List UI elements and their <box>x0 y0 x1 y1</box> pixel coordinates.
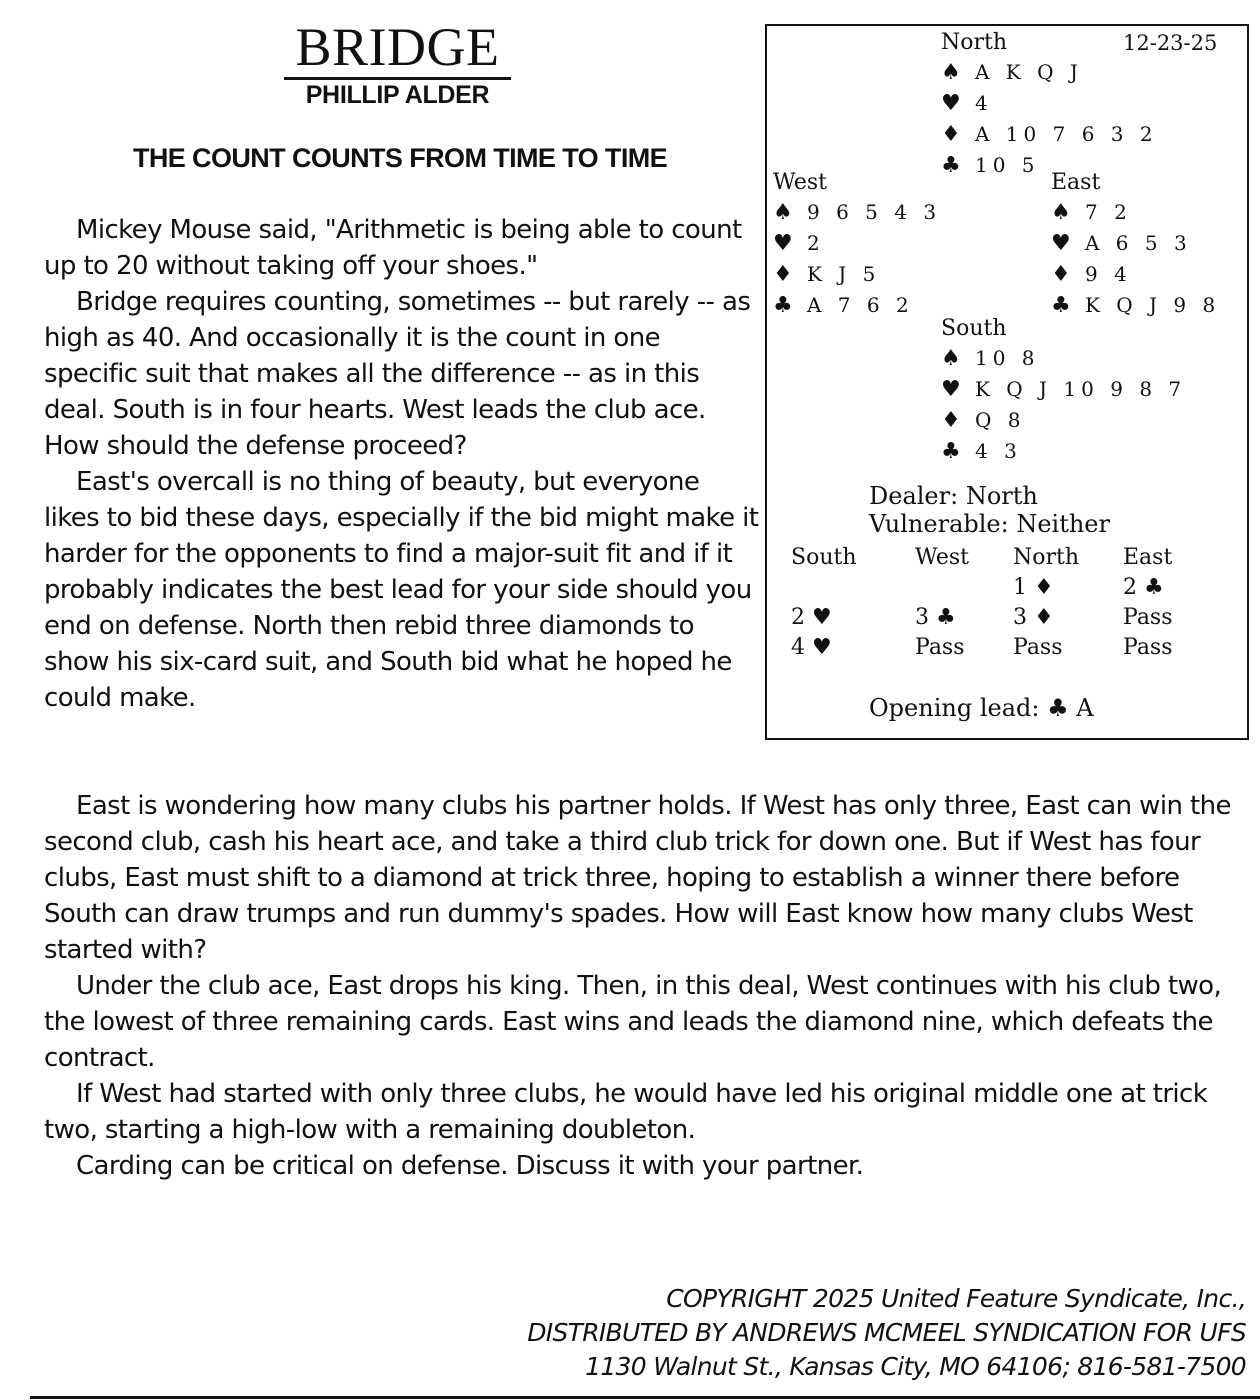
north-spades: ♠ A K Q J <box>941 57 1158 88</box>
east-clubs: ♣ K Q J 9 8 <box>1051 290 1220 321</box>
south-hearts: ♥ K Q J 10 9 8 7 <box>941 374 1186 405</box>
heart-icon: ♥ <box>1051 231 1071 256</box>
club-icon: ♣ <box>773 293 793 318</box>
full-width-text <box>44 788 1254 1184</box>
auction-bid: 4 ♥ <box>791 634 832 660</box>
club-icon: ♣ <box>941 153 961 178</box>
auction-header: South <box>791 544 857 570</box>
south-hand <box>941 314 1186 467</box>
article-headline: THE COUNT COUNTS FROM TIME TO TIME <box>132 143 668 173</box>
auction-bid: Pass <box>915 634 965 660</box>
spade-icon: ♠ <box>941 60 961 85</box>
narrow-column-text <box>44 212 760 716</box>
bridge-deal-diagram <box>765 24 1249 740</box>
east-hand <box>1051 168 1220 321</box>
paragraph: East's overcall is no thing of beauty, but everyone likes to bid these days, especially if the bid might make it harder for the opponents to find a major-suit fit and if it probably indicates the best lead for your side should you end on defense. North then rebid three diamonds to show his six-card suit, and South bid what he hoped he could make. <box>44 467 759 713</box>
west-clubs: ♣ A 7 6 2 <box>773 290 941 321</box>
paragraph: East is wondering how many clubs his partner holds. If West has only three, East can win the second club, cash his heart ace, and take a third club trick for down one. But if West has four clubs, East must shift to a diamond at trick three, hoping to establish a winner there before South can draw trumps and run dummy's spades. How will East know how many clubs West started with? <box>44 791 1231 965</box>
south-spades: ♠ 10 8 <box>941 343 1186 374</box>
west-hand <box>773 168 941 321</box>
east-hearts: ♥ A 6 5 3 <box>1051 228 1220 259</box>
auction-table <box>791 542 1231 662</box>
auction-row <box>791 572 1231 602</box>
seat-label-east: East <box>1051 170 1101 195</box>
auction-bid: 3 ♦ <box>1013 604 1054 630</box>
heart-icon: ♥ <box>773 231 793 256</box>
north-diamonds: ♦ A 10 7 6 3 2 <box>941 119 1158 150</box>
opening-lead: Opening lead: ♣ A <box>869 694 1094 722</box>
east-spades: ♠ 7 2 <box>1051 197 1220 228</box>
auction-bid: Pass <box>1123 604 1173 630</box>
diamond-icon: ♦ <box>1051 262 1071 287</box>
paragraph: Carding can be critical on defense. Discuss it with your partner. <box>76 1151 864 1181</box>
copyright-line: COPYRIGHT 2025 United Feature Syndicate, Inc., <box>666 1284 1246 1313</box>
title-underline <box>284 77 511 80</box>
auction-header: North <box>1013 544 1080 570</box>
heart-icon: ♥ <box>941 377 961 402</box>
vulnerability-info: Vulnerable: Neither <box>869 510 1110 538</box>
masthead <box>250 18 545 109</box>
seat-label-north: North <box>941 30 1008 55</box>
distribution-line: DISTRIBUTED BY ANDREWS MCMEEL SYNDICATION FOR UFS <box>527 1318 1246 1347</box>
author-byline: PHILLIP ALDER <box>305 81 490 109</box>
west-diamonds: ♦ K J 5 <box>773 259 941 290</box>
paragraph: Bridge requires counting, sometimes -- but rarely -- as high as 40. And occasionally it is the count in one specific suit that makes all the difference -- as in this deal. South is in four hearts. West leads the club ace. How should the defense proceed? <box>44 287 751 461</box>
west-hearts: ♥ 2 <box>773 228 941 259</box>
diamond-icon: ♦ <box>941 122 961 147</box>
auction-header: West <box>915 544 969 570</box>
auction-header-row <box>791 542 1231 572</box>
bottom-divider <box>30 1396 1260 1399</box>
auction-bid: 2 ♥ <box>791 604 832 630</box>
west-spades: ♠ 9 6 5 4 3 <box>773 197 941 228</box>
auction-row <box>791 602 1231 632</box>
auction-header: East <box>1123 544 1173 570</box>
paragraph: Mickey Mouse said, "Arithmetic is being able to count up to 20 without taking off your shoes." <box>44 215 742 281</box>
seat-label-west: West <box>773 170 827 195</box>
club-icon: ♣ <box>941 439 961 464</box>
south-clubs: ♣ 4 3 <box>941 436 1186 467</box>
south-diamonds: ♦ Q 8 <box>941 405 1186 436</box>
auction-bid <box>791 572 915 602</box>
paragraph: If West had started with only three clubs, he would have led his original middle one at trick two, starting a high-low with a remaining doubleton. <box>44 1079 1208 1145</box>
north-hand <box>941 28 1158 181</box>
north-hearts: ♥ 4 <box>941 88 1158 119</box>
column-title: BRIDGE <box>295 17 500 77</box>
heart-icon: ♥ <box>941 91 961 116</box>
east-diamonds: ♦ 9 4 <box>1051 259 1220 290</box>
diamond-icon: ♦ <box>773 262 793 287</box>
north-clubs: ♣ 10 5 <box>941 150 1158 181</box>
spade-icon: ♠ <box>941 346 961 371</box>
club-icon: ♣ <box>1051 293 1071 318</box>
spade-icon: ♠ <box>773 200 793 225</box>
auction-bid: 3 ♣ <box>915 604 956 630</box>
paragraph: Under the club ace, East drops his king. Then, in this deal, West continues with his club two, the lowest of three remaining cards. East wins and leads the diamond nine, which defeats the contract. <box>44 971 1222 1073</box>
auction-bid <box>915 572 1013 602</box>
address-line: 1130 Walnut St., Kansas City, MO 64106; 816-581-7500 <box>585 1352 1246 1381</box>
dealer-info: Dealer: North <box>869 482 1038 510</box>
deal-date: 12-23-25 <box>1123 31 1218 55</box>
auction-bid: 1 ♦ <box>1013 574 1054 600</box>
spade-icon: ♠ <box>1051 200 1071 225</box>
copyright-notice <box>346 1282 1246 1384</box>
auction-bid: Pass <box>1013 634 1063 660</box>
auction-bid: 2 ♣ <box>1123 574 1164 600</box>
seat-label-south: South <box>941 316 1007 341</box>
auction-row <box>791 632 1231 662</box>
auction-bid: Pass <box>1123 634 1173 660</box>
diamond-icon: ♦ <box>941 408 961 433</box>
